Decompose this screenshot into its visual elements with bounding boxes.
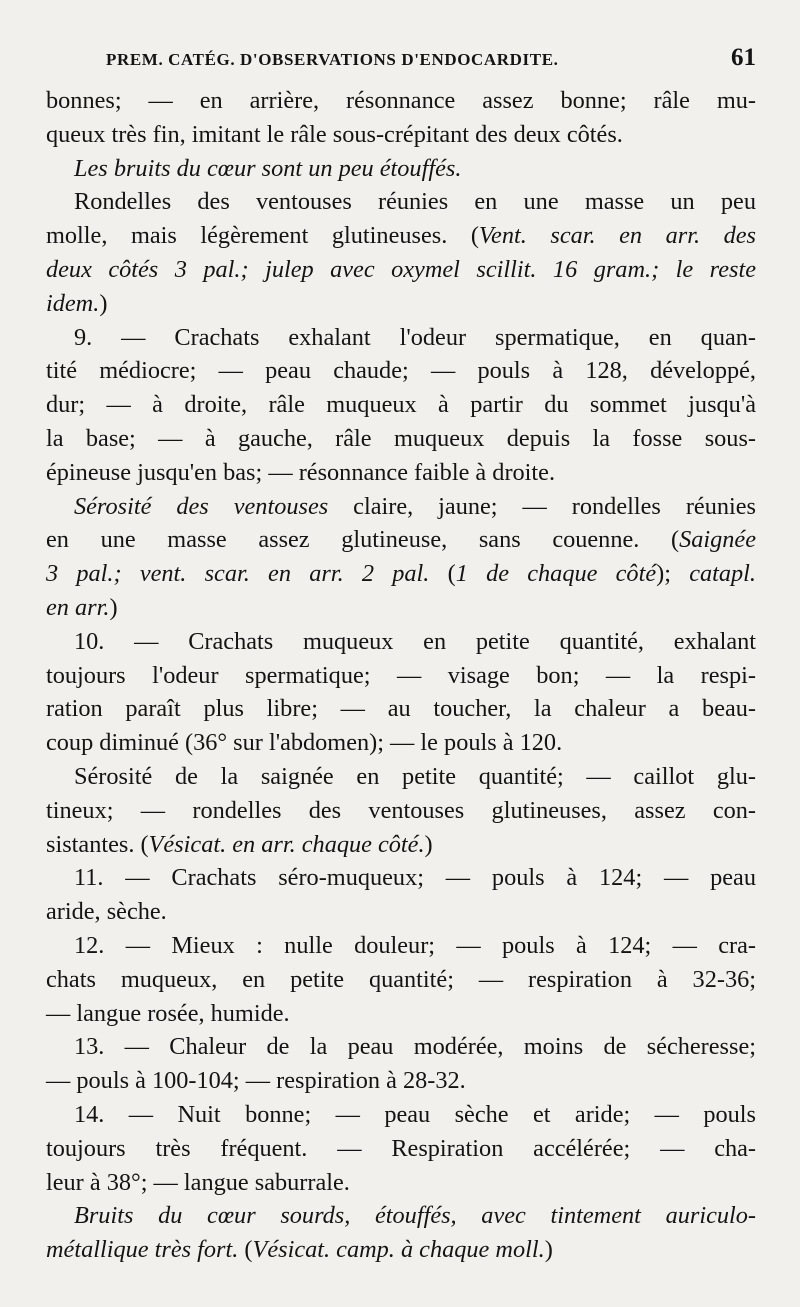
text-run-italic: Vésicat. en arr. chaque côté.: [148, 830, 425, 858]
text-line: 10. — Crachats muqueux en petite quantité, exhalant: [74, 627, 756, 655]
text-line: 9. — Crachats exhalant l'odeur spermatique, en quan-: [74, 323, 756, 351]
text-line: [46, 591, 756, 625]
text-line: tité médiocre; — peau chaude; — pouls à 128, développé,: [46, 357, 756, 385]
text-line: tineux; — rondelles des ventouses glutineuses, assez con-: [46, 796, 756, 824]
text-line: coup diminué (36° sur l'abdomen); — le pouls à 120.: [46, 729, 563, 757]
text-line: — langue rosée, humide.: [46, 999, 290, 1027]
text-line: [46, 523, 756, 557]
text-line: [46, 490, 756, 524]
text-line: Rondelles des ventouses réunies en une masse un peu: [74, 188, 756, 216]
text-run: claire, jaune; — rondelles réunies: [328, 492, 756, 520]
text-run: ): [109, 593, 118, 621]
text-run: ): [544, 1236, 553, 1264]
text-run-italic: Vésicat. camp. à chaque moll.: [252, 1236, 545, 1264]
text-run: (: [429, 560, 456, 588]
text-line: 13. — Chaleur de la peau modérée, moins de sécheresse;: [74, 1033, 756, 1061]
text-run: sistantes. (: [46, 830, 149, 858]
text-line: 14. — Nuit bonne; — peau sèche et aride; — pouls: [74, 1100, 756, 1128]
text-line-italic: Les bruits du cœur sont un peu étouffés.: [74, 154, 462, 182]
text-line-italic: Bruits du cœur sourds, étouffés, avec tintement auriculo-: [74, 1202, 756, 1230]
text-line: [46, 219, 756, 253]
text-line: queux très fin, imitant le râle sous-crépitant des deux côtés.: [46, 120, 623, 148]
running-title: PREM. CATÉG. D'OBSERVATIONS D'ENDOCARDITE.: [106, 50, 559, 69]
text-line-italic: deux côtés 3 pal.; julep avec oxymel scillit. 16 gram.; le reste: [46, 255, 756, 283]
text-line: 12. — Mieux : nulle douleur; — pouls à 124; — cra-: [74, 931, 756, 959]
text-line: chats muqueux, en petite quantité; — respiration à 32-36;: [46, 965, 756, 993]
text-line: épineuse jusqu'en bas; — résonnance faible à droite.: [46, 458, 556, 486]
text-line: [46, 557, 756, 591]
text-run-italic: Vent. scar. en arr. des: [478, 222, 756, 250]
page-header: [106, 44, 756, 78]
text-run-italic: métallique très fort.: [46, 1236, 239, 1264]
text-line: — pouls à 100-104; — respiration à 28-32.: [46, 1067, 466, 1095]
text-run-italic: 3 pal.; vent. scar. en arr. 2 pal.: [46, 560, 430, 588]
text-line: [46, 828, 756, 862]
text-line: la base; — à gauche, râle muqueux depuis la fosse sous-: [46, 424, 756, 452]
text-line: 11. — Crachats séro-muqueux; — pouls à 124; — peau: [74, 864, 756, 892]
text-run: en une masse assez glutineuse, sans couenne. (: [46, 526, 680, 554]
text-run: molle, mais légèrement glutineuses. (: [46, 222, 479, 250]
text-run-italic: en arr.: [46, 593, 110, 621]
text-line: toujours l'odeur spermatique; — visage bon; — la respi-: [46, 661, 756, 689]
text-line: dur; — à droite, râle muqueux à partir du sommet jusqu'à: [46, 391, 756, 419]
text-line: [46, 1233, 756, 1267]
text-run-italic: Saignée: [679, 526, 756, 554]
text-run: );: [656, 560, 690, 588]
text-run-italic: Sérosité des ventouses: [74, 492, 329, 520]
page-body: [46, 84, 756, 1267]
text-run: (: [238, 1236, 253, 1264]
text-line: bonnes; — en arrière, résonnance assez bonne; râle mu-: [46, 87, 756, 114]
text-line: aride, sèche.: [46, 898, 167, 926]
text-line: ration paraît plus libre; — au toucher, la chaleur a beau-: [46, 695, 756, 723]
text-run-italic: idem.: [46, 289, 100, 317]
text-line: toujours très fréquent. — Respiration accélérée; — cha-: [46, 1134, 756, 1162]
text-line: [46, 287, 756, 321]
text-line: leur à 38°; — langue saburrale.: [46, 1168, 350, 1196]
text-line: Sérosité de la saignée en petite quantité; — caillot glu-: [74, 762, 756, 790]
text-run-italic: 1 de chaque côté: [455, 560, 657, 588]
text-run: ): [424, 830, 433, 858]
text-run: ): [99, 289, 108, 317]
page-number: 61: [731, 44, 756, 71]
text-run-italic: catapl.: [689, 560, 756, 588]
